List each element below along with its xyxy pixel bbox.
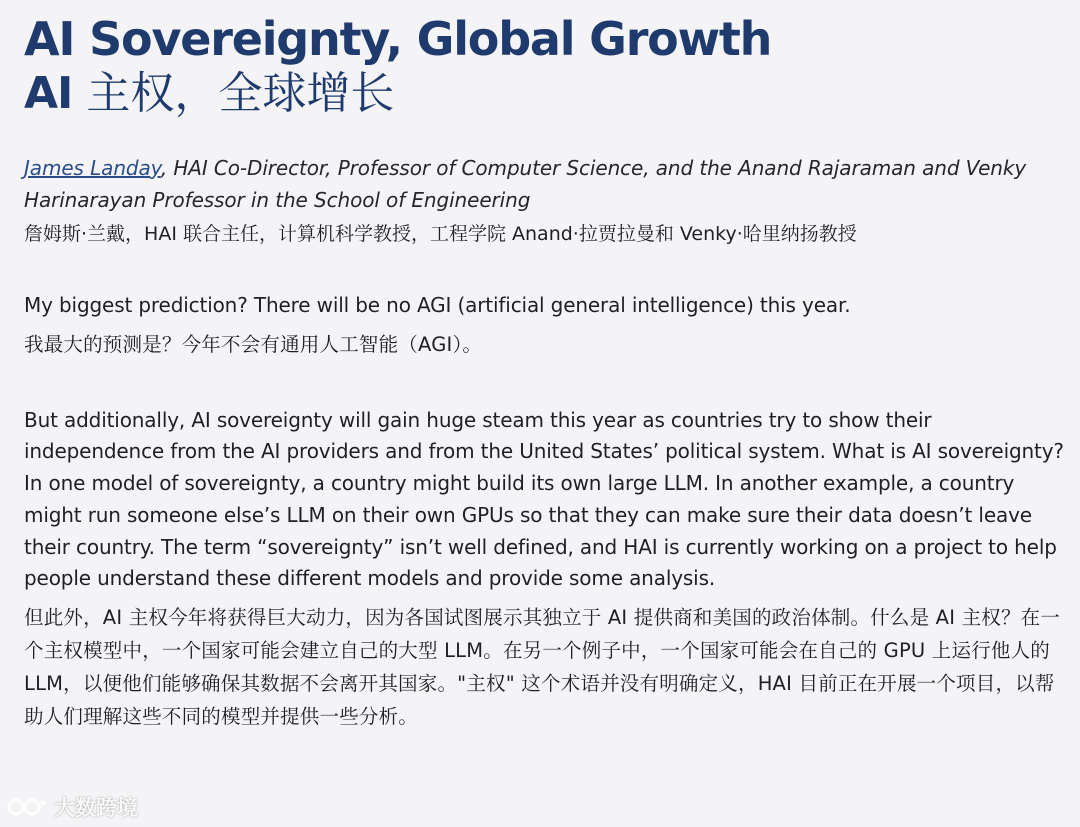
watermark-logo-icon — [6, 794, 50, 820]
article-title-zh-prefix: AI — [24, 68, 73, 119]
article-title-en: AI Sovereignty, Global Growth — [24, 12, 772, 66]
author-link[interactable]: James Landay — [24, 156, 161, 180]
article-title-zh — [24, 66, 1064, 122]
watermark-text: 大数跨境 — [54, 796, 138, 820]
author-credentials: , HAI Co-Director, Professor of Computer Science, and the Anand Rajaraman and Venky Harinarayan Professor in the School of Engineering — [24, 156, 1027, 212]
paragraph-2-zh: 但此外，AI 主权今年将获得巨大动力，因为各国试图展示其独立于 AI 提供商和美国的政治体制。什么是 AI 主权？在一个主权模型中，一个国家可能会建立自己的大型 LLM。在另一个例子中，一个国家可能会在自己的 GPU 上运行他人的 LLM，以便他们能够确保其数据不会离开其国家。"主权" 这个术语并没有明确定义，HAI 目前正在开展一个项目，以帮助人们理解这些不同的模型并提供一些分析。 — [24, 605, 1061, 728]
article — [24, 12, 1064, 733]
author-byline — [24, 152, 1064, 216]
watermark — [6, 792, 138, 822]
paragraph-1-en: My biggest prediction? There will be no AGI (artificial general intelligence) this year. — [24, 293, 851, 317]
article-title-zh-rest: 主权，全球增长 — [72, 68, 395, 119]
author-byline-zh: 詹姆斯·兰戴，HAI 联合主任，计算机科学教授，工程学院 Anand·拉贾拉曼和 Venky·哈里纳扬教授 — [24, 223, 857, 245]
paragraph-2-en: But additionally, AI sovereignty will gain huge steam this year as countries try to show their independence from the AI providers and from the United States’ political system. What is AI sovereignty? In one model of sovereignty, a country might build its own large LLM. In another example, a country might run someone else’s LLM on their own GPUs so that they can make sure their data doesn’t leave their country. The term “sovereignty” isn’t well defined, and HAI is currently working on a project to help people understand these different models and provide some analysis. — [24, 407, 1064, 591]
paragraph-1-zh: 我最大的预测是？今年不会有通用人工智能（AGI）。 — [24, 332, 483, 356]
